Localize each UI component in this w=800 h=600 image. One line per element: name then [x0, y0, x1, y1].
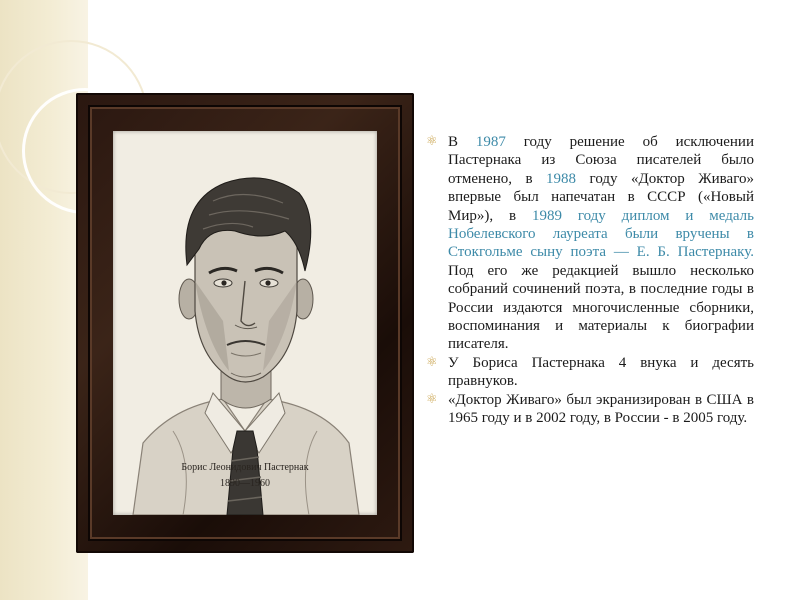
picture-frame [76, 93, 414, 553]
bullet-item [424, 133, 754, 354]
bullet-list [424, 133, 754, 428]
bullet-marker-icon: ⚛ [426, 354, 438, 370]
bullet-text: В [448, 134, 476, 150]
portrait-drawing [113, 131, 377, 515]
bullet-marker-icon: ⚛ [426, 391, 438, 407]
bullet-text: У Бориса Пастернака 4 внука и десять правнуков. [448, 354, 754, 390]
portrait-mat [113, 131, 377, 515]
bullet-text [562, 208, 578, 224]
text-link[interactable]: году диплом и медаль Нобелевского лауреата были вручены в Стокгольме сыну поэта — Е. Б. Пастернаку. [448, 207, 754, 261]
portrait-caption-name: Борис Леонидович Пастернак [181, 462, 309, 473]
text-link[interactable]: 1989 [531, 207, 562, 224]
bullet-text: Под его же редакцией вышло несколько собраний сочинений поэта, в последние годы в России издаются многочисленные сборники, воспоминания и материалы к биографии писателя. [448, 262, 754, 353]
bullet-text: «Доктор Живаго» был экранизирован в США в 1965 году и в 2002 году, в России - в 2005 году. [448, 391, 754, 427]
bullet-text: году решение об исключении Пастернака из Союза писателей было отменено, в [448, 134, 754, 187]
text-link[interactable]: 1987 [475, 134, 506, 150]
bullet-item [424, 354, 754, 391]
text-link[interactable]: 1988 [546, 170, 577, 187]
portrait-caption-years: 1890—1960 [220, 478, 270, 489]
bullet-text: году «Доктор Живаго» впервые был напечатан в СССР («Новый Мир»), в [448, 170, 754, 224]
bullet-marker-icon: ⚛ [426, 134, 438, 149]
bullet-item [424, 391, 754, 428]
